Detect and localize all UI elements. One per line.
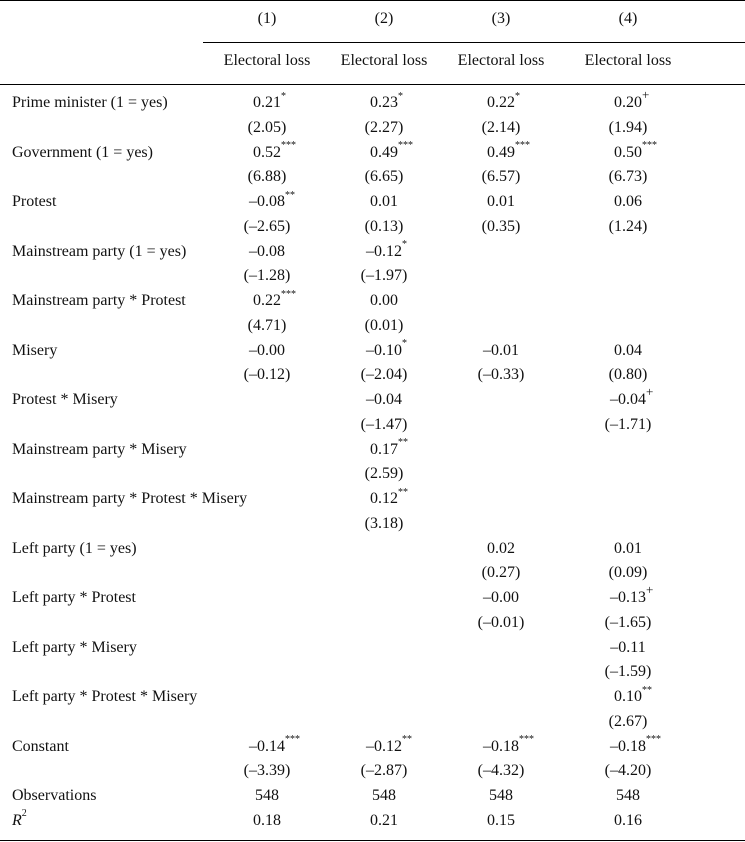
table-row: Mainstream party * Protest * Misery 0.12** bbox=[12, 486, 408, 507]
column-number: (3) bbox=[491, 10, 511, 27]
significance-marker: + bbox=[642, 86, 650, 102]
significance-marker: *** bbox=[519, 734, 534, 746]
table-row: (4.71) (0.01) bbox=[247, 316, 404, 334]
table-row: (–1.47) (–1.71) bbox=[360, 415, 652, 433]
table-row: (–0.01) (–1.65) bbox=[477, 613, 652, 631]
column-label: Electoral loss bbox=[340, 52, 428, 69]
column-label: Electoral loss bbox=[457, 52, 545, 69]
table-row: Left party * Misery –0.11 bbox=[12, 638, 646, 656]
significance-marker: *** bbox=[281, 288, 296, 300]
table-row: (–2.65) (0.13) (0.35) (1.24) bbox=[243, 217, 648, 235]
significance-marker: *** bbox=[646, 734, 661, 746]
row-label: Protest * Misery bbox=[12, 391, 118, 408]
table-row: Left party * Protest * Misery 0.10** bbox=[12, 684, 652, 705]
row-label: Left party * Protest bbox=[12, 589, 136, 606]
row-label: Mainstream party (1 = yes) bbox=[12, 242, 187, 260]
table-row: (–0.12) (–2.04) (–0.33) (0.80) bbox=[243, 366, 648, 384]
table-row: Left party * Protest –0.00 –0.13+ bbox=[12, 581, 654, 606]
row-label: Misery bbox=[12, 341, 58, 359]
table-row: (2.05) (2.27) (2.14) (1.94) bbox=[247, 118, 648, 136]
row-label: Left party (1 = yes) bbox=[12, 539, 137, 557]
row-label: Mainstream party * Misery bbox=[12, 440, 187, 458]
significance-marker: *** bbox=[285, 734, 300, 746]
significance-marker: + bbox=[646, 581, 654, 597]
significance-marker: * bbox=[281, 90, 286, 102]
row-label: Prime minister (1 = yes) bbox=[12, 94, 168, 111]
table-row: (6.88) (6.65) (6.57) (6.73) bbox=[247, 168, 648, 186]
table-row: (0.27) (0.09) bbox=[481, 564, 648, 582]
column-number: (4) bbox=[618, 10, 638, 27]
row-label: Constant bbox=[12, 737, 69, 755]
table-row: (2.67) bbox=[608, 712, 648, 730]
bottom-rule bbox=[0, 840, 745, 841]
table-row: Left party (1 = yes) 0.02 0.01 bbox=[12, 539, 642, 557]
table-row: (3.18) bbox=[364, 514, 404, 532]
row-label: $R^2$ bbox=[12, 808, 27, 829]
significance-marker: ** bbox=[285, 189, 295, 201]
significance-marker: ** bbox=[398, 486, 408, 498]
column-number: (1) bbox=[257, 10, 277, 27]
significance-marker: *** bbox=[281, 140, 296, 152]
table-row: (–1.59) bbox=[604, 663, 652, 681]
top-rule bbox=[0, 0, 745, 1]
table-row: Government (1 = yes) 0.52*** 0.49*** 0.49*** 0.50*** bbox=[12, 140, 657, 161]
significance-marker: * bbox=[398, 90, 403, 102]
table-row: Prime minister (1 = yes) 0.21* 0.23* 0.22* 0.20+ bbox=[12, 86, 650, 111]
column-number-rule bbox=[203, 42, 745, 43]
row-label: Government (1 = yes) bbox=[12, 143, 153, 161]
table-row: Mainstream party * Protest 0.22*** 0.00 bbox=[12, 288, 398, 309]
significance-marker: *** bbox=[515, 140, 530, 152]
significance-marker: * bbox=[402, 239, 407, 251]
table-row: Mainstream party (1 = yes) –0.08 –0.12* bbox=[12, 239, 407, 260]
column-label: Electoral loss bbox=[584, 52, 672, 69]
table-row: Constant –0.14*** –0.12** –0.18*** –0.18*** bbox=[12, 734, 661, 755]
table-row: $R^2$ 0.18 0.21 0.15 0.16 bbox=[12, 808, 642, 829]
significance-marker: *** bbox=[642, 140, 657, 152]
row-label: Protest bbox=[12, 193, 57, 210]
column-number: (2) bbox=[374, 10, 394, 27]
row-label: Mainstream party * Protest bbox=[12, 292, 186, 309]
header-rule bbox=[0, 84, 745, 85]
table-row: (2.59) bbox=[364, 465, 404, 483]
row-label: Left party * Misery bbox=[12, 638, 137, 656]
significance-marker: ** bbox=[642, 684, 652, 696]
significance-marker: * bbox=[515, 90, 520, 102]
significance-marker: ** bbox=[398, 437, 408, 449]
table-row: Misery –0.00 –0.10* –0.01 0.04 bbox=[12, 338, 642, 359]
row-label: Mainstream party * Protest * Misery bbox=[12, 490, 248, 507]
table-row: Protest –0.08** 0.01 0.01 0.06 bbox=[12, 189, 642, 210]
table-row: Mainstream party * Misery 0.17** bbox=[12, 437, 408, 458]
row-label: Observations bbox=[12, 787, 97, 804]
significance-marker: * bbox=[402, 338, 407, 350]
significance-marker: *** bbox=[398, 140, 413, 152]
table-row: (–1.28) (–1.97) bbox=[243, 267, 408, 285]
significance-marker: ** bbox=[402, 734, 412, 746]
column-label: Electoral loss bbox=[223, 52, 311, 69]
table-row: (–3.39) (–2.87) (–4.32) (–4.20) bbox=[243, 762, 652, 780]
row-label: Left party * Protest * Misery bbox=[12, 688, 198, 705]
table-row: Observations 548 548 548 548 bbox=[12, 787, 640, 804]
significance-marker: + bbox=[646, 383, 654, 399]
table-row: Protest * Misery –0.04 –0.04+ bbox=[12, 383, 654, 408]
